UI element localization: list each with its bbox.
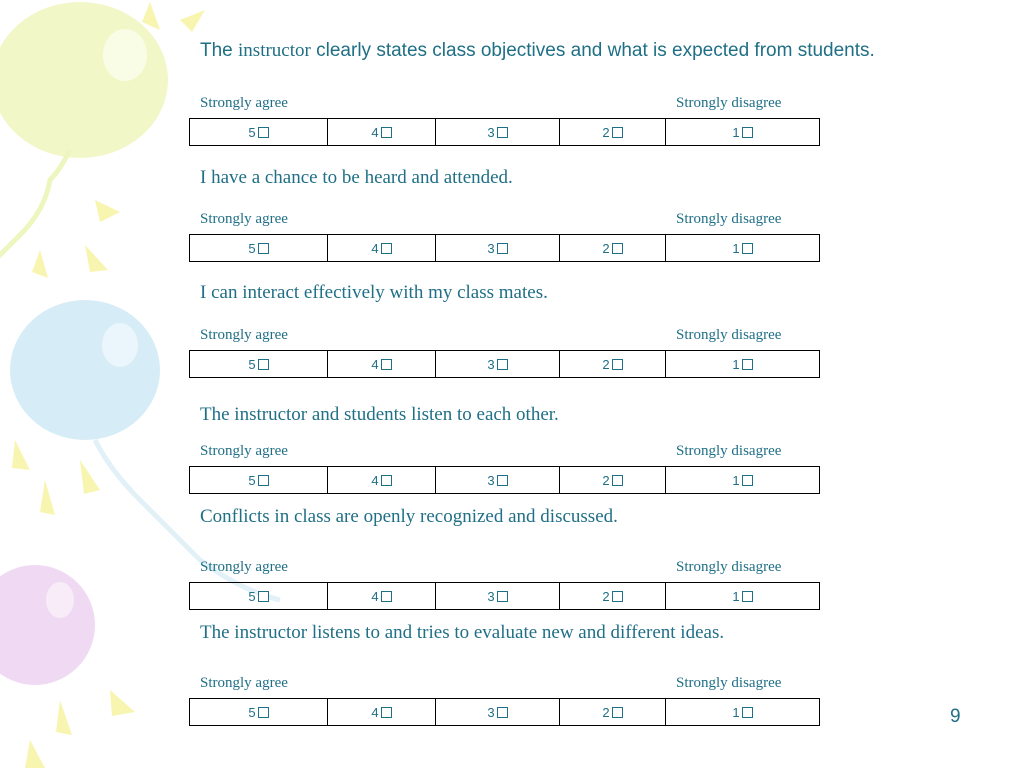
option-3[interactable]: 3 [436, 467, 560, 494]
checkbox-3[interactable] [497, 243, 508, 254]
checkbox-1[interactable] [742, 243, 753, 254]
option-1[interactable]: 1 [666, 235, 820, 262]
checkbox-2[interactable] [612, 243, 623, 254]
checkbox-4[interactable] [381, 359, 392, 370]
question-4: The instructor and students listen to each other. [200, 404, 559, 425]
question-1 [200, 40, 875, 62]
checkbox-2[interactable] [612, 475, 623, 486]
option-2[interactable]: 2 [560, 467, 666, 494]
option-4[interactable]: 4 [328, 119, 436, 146]
checkbox-2[interactable] [612, 127, 623, 138]
strongly-disagree-label-2: Strongly disagree [676, 211, 782, 227]
option-4[interactable]: 4 [328, 583, 436, 610]
strongly-disagree-label-5: Strongly disagree [676, 559, 782, 575]
rating-scale-4 [189, 466, 820, 494]
yellow-balloon-decoration [0, 2, 168, 265]
option-1[interactable]: 1 [666, 583, 820, 610]
option-5[interactable]: 5 [190, 119, 328, 146]
checkbox-3[interactable] [497, 591, 508, 602]
checkbox-2[interactable] [612, 591, 623, 602]
rating-scale-5 [189, 582, 820, 610]
checkbox-5[interactable] [258, 707, 269, 718]
option-3[interactable]: 3 [436, 699, 560, 726]
strongly-agree-label-4: Strongly agree [200, 443, 288, 459]
option-1[interactable]: 1 [666, 351, 820, 378]
question-5: Conflicts in class are openly recognized and discussed. [200, 506, 618, 527]
rating-scale-6 [189, 698, 820, 726]
strongly-disagree-label-6: Strongly disagree [676, 675, 782, 691]
checkbox-5[interactable] [258, 127, 269, 138]
option-5[interactable]: 5 [190, 467, 328, 494]
strongly-disagree-label-4: Strongly disagree [676, 443, 782, 459]
option-1[interactable]: 1 [666, 699, 820, 726]
checkbox-3[interactable] [497, 707, 508, 718]
strongly-agree-label-6: Strongly agree [200, 675, 288, 691]
checkbox-1[interactable] [742, 359, 753, 370]
option-4[interactable]: 4 [328, 467, 436, 494]
question-1-mid: instructor [238, 40, 311, 61]
checkbox-1[interactable] [742, 475, 753, 486]
option-4[interactable]: 4 [328, 351, 436, 378]
purple-balloon-decoration [0, 565, 95, 685]
option-3[interactable]: 3 [436, 351, 560, 378]
strongly-disagree-label-1: Strongly disagree [676, 95, 782, 111]
question-1-prefix: The [200, 40, 239, 61]
option-2[interactable]: 2 [560, 351, 666, 378]
checkbox-3[interactable] [497, 359, 508, 370]
checkbox-5[interactable] [258, 475, 269, 486]
checkbox-1[interactable] [742, 127, 753, 138]
rating-scale-2 [189, 234, 820, 262]
strongly-agree-label-5: Strongly agree [200, 559, 288, 575]
checkbox-4[interactable] [381, 127, 392, 138]
checkbox-5[interactable] [258, 243, 269, 254]
strongly-agree-label-3: Strongly agree [200, 327, 288, 343]
question-3: I can interact effectively with my class mates. [200, 282, 548, 303]
option-3[interactable]: 3 [436, 235, 560, 262]
checkbox-1[interactable] [742, 707, 753, 718]
option-2[interactable]: 2 [560, 699, 666, 726]
option-5[interactable]: 5 [190, 351, 328, 378]
strongly-agree-label-2: Strongly agree [200, 211, 288, 227]
option-3[interactable]: 3 [436, 119, 560, 146]
checkbox-4[interactable] [381, 475, 392, 486]
checkbox-2[interactable] [612, 359, 623, 370]
option-5[interactable]: 5 [190, 583, 328, 610]
option-1[interactable]: 1 [666, 119, 820, 146]
question-2: I have a chance to be heard and attended. [200, 167, 513, 188]
checkbox-2[interactable] [612, 707, 623, 718]
strongly-agree-label-1: Strongly agree [200, 95, 288, 111]
rating-scale-3 [189, 350, 820, 378]
strongly-disagree-label-3: Strongly disagree [676, 327, 782, 343]
checkbox-4[interactable] [381, 707, 392, 718]
option-5[interactable]: 5 [190, 699, 328, 726]
page-number: 9 [950, 706, 961, 727]
option-2[interactable]: 2 [560, 119, 666, 146]
option-2[interactable]: 2 [560, 583, 666, 610]
option-4[interactable]: 4 [328, 699, 436, 726]
checkbox-1[interactable] [742, 591, 753, 602]
rating-scale-1 [189, 118, 820, 146]
checkbox-3[interactable] [497, 475, 508, 486]
checkbox-5[interactable] [258, 591, 269, 602]
checkbox-5[interactable] [258, 359, 269, 370]
question-6: The instructor listens to and tries to evaluate new and different ideas. [200, 622, 725, 643]
question-1-suffix: clearly states class objectives and what is expected from students. [310, 40, 875, 61]
option-5[interactable]: 5 [190, 235, 328, 262]
option-2[interactable]: 2 [560, 235, 666, 262]
checkbox-3[interactable] [497, 127, 508, 138]
option-4[interactable]: 4 [328, 235, 436, 262]
checkbox-4[interactable] [381, 591, 392, 602]
option-1[interactable]: 1 [666, 467, 820, 494]
checkbox-4[interactable] [381, 243, 392, 254]
option-3[interactable]: 3 [436, 583, 560, 610]
